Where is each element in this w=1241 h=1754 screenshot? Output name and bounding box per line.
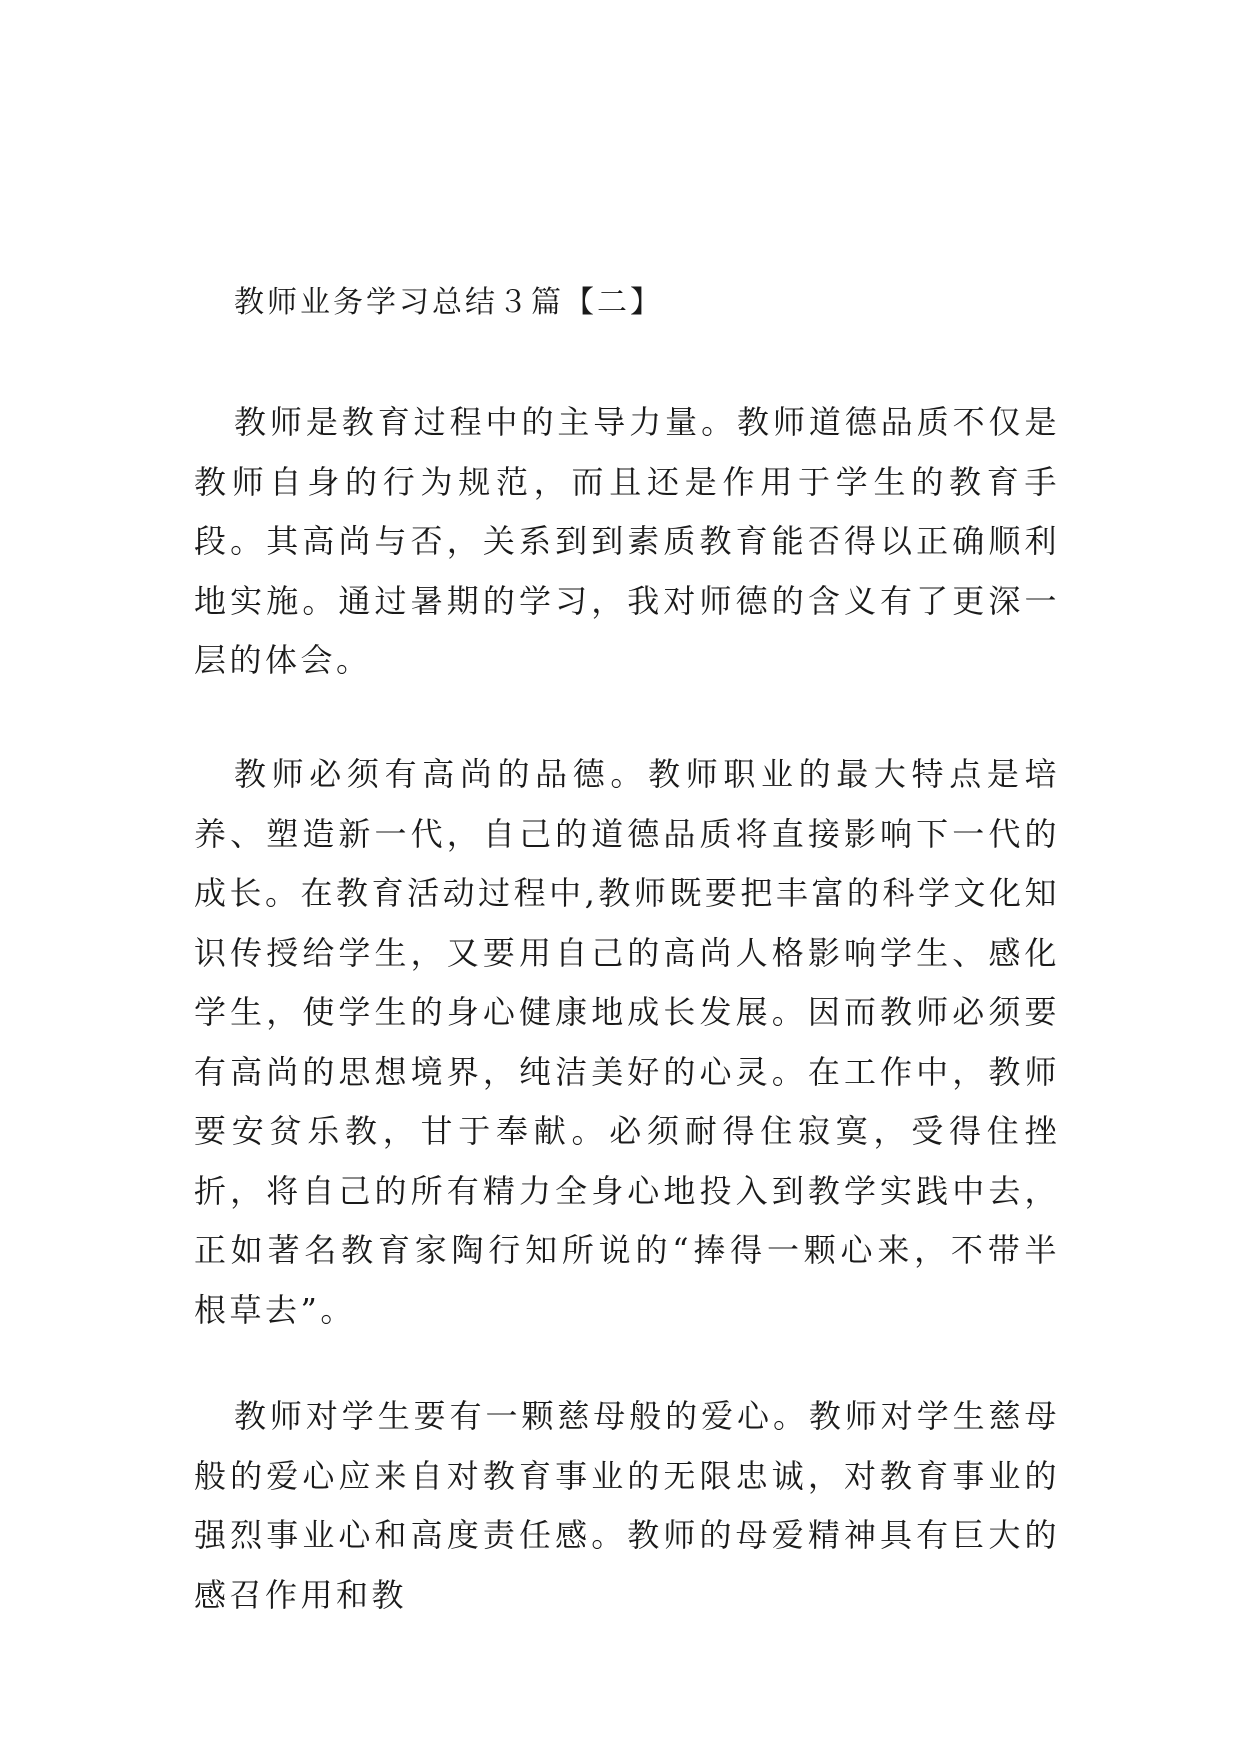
paragraph-3: 教师对学生要有一颗慈母般的爱心。教师对学生慈母般的爱心应来自对教育事业的无限忠诚，对教育事业的强烈事业心和高度责任感。教师的母爱精神具有巨大的感召作用和教 [194,1397,1060,1614]
document-title: 教师业务学习总结３篇【二】 [234,285,663,320]
paragraph-2: 教师必须有高尚的品德。教师职业的最大特点是培养、塑造新一代，自己的道德品质将直接影响下一代的成长。在教育活动过程中,教师既要把丰富的科学文化知识传授给学生，又要用自己的高尚人格影响学生、感化学生，使学生的身心健康地成长发展。因而教师必须要有高尚的思想境界，纯洁美好的心灵。在工作中，教师要安贫乐教，甘于奉献。必须耐得住寂寞，受得住挫折，将自己的所有精力全身心地投入到教学实践中去，正如著名教育家陶行知所说的“捧得一颗心来，不带半根草去”。 [194,755,1060,1329]
paragraph-1: 教师是教育过程中的主导力量。教师道德品质不仅是教师自身的行为规范，而且还是作用于学生的教育手段。其高尚与否，关系到到素质教育能否得以正确顺利地实施。通过暑期的学习，我对师德的含义有了更深一层的体会。 [194,403,1060,679]
